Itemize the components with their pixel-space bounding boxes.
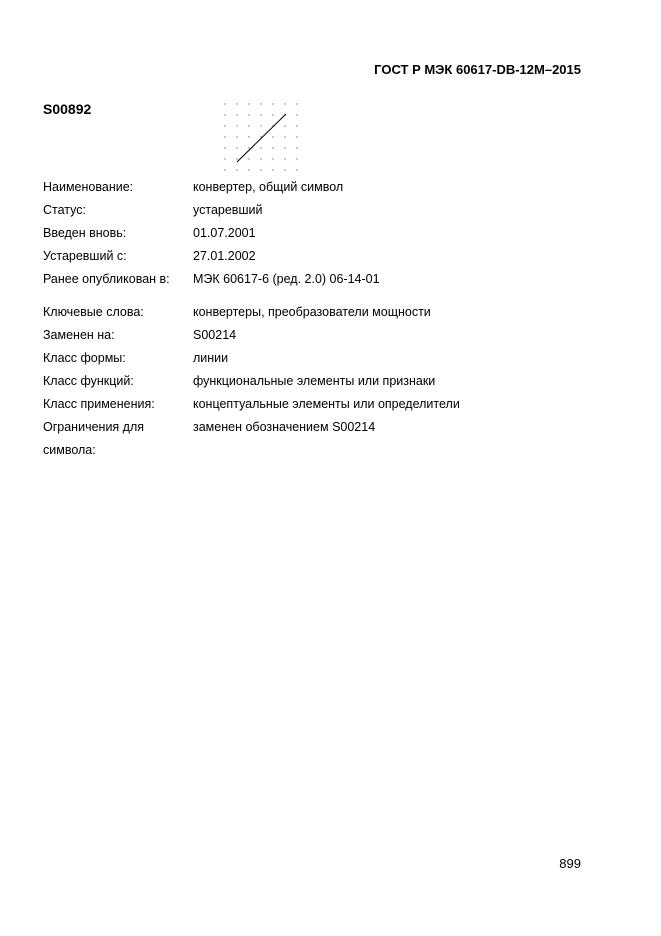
field-row-obsolete [43, 248, 603, 271]
field-value: 01.07.2001 [193, 226, 256, 240]
grid-dot [224, 125, 225, 126]
field-label: Класс применения: [43, 397, 155, 411]
field-row-introduced [43, 225, 603, 248]
grid-dot [272, 136, 273, 137]
grid-dot [236, 147, 237, 148]
grid-dot [272, 103, 273, 104]
grid-dot [284, 158, 285, 159]
grid-dot [248, 147, 249, 148]
grid-dot [224, 103, 225, 104]
grid-dot [236, 169, 237, 170]
grid-dot [236, 158, 237, 159]
field-label: Ранее опубликован в: [43, 272, 170, 286]
grid-dot [224, 158, 225, 159]
grid-dot [260, 103, 261, 104]
grid-dot [260, 158, 261, 159]
grid-dot [248, 158, 249, 159]
grid-dot [248, 125, 249, 126]
field-label: Ключевые слова: [43, 305, 144, 319]
grid-dot [296, 169, 297, 170]
field-value: устаревший [193, 203, 263, 217]
grid-dot [272, 169, 273, 170]
symbol-code: S00892 [43, 101, 92, 117]
field-row-status [43, 202, 603, 225]
field-row-name [43, 179, 603, 202]
field-row-shape-class [43, 350, 603, 373]
converter-symbol-graphic [218, 98, 308, 174]
grid-dot [260, 147, 261, 148]
field-value: S00214 [193, 328, 237, 342]
field-row-application-class [43, 396, 603, 419]
properties-table [43, 179, 603, 463]
field-value: заменен обозначением S00214 [193, 420, 376, 434]
grid-dot [224, 136, 225, 137]
grid-dot [284, 147, 285, 148]
grid-dot [260, 169, 261, 170]
field-value: конвертеры, преобразователи мощности [193, 305, 431, 319]
grid-dot [296, 158, 297, 159]
grid-dot [272, 158, 273, 159]
grid-dot [296, 114, 297, 115]
field-value: концептуальные элементы или определители [193, 397, 460, 411]
grid-dot [236, 136, 237, 137]
field-row-restrictions [43, 419, 603, 463]
grid-dot [284, 169, 285, 170]
field-row-replaced-by [43, 327, 603, 350]
field-label: Статус: [43, 203, 86, 217]
field-label-line: символа: [43, 443, 96, 457]
grid-dot [224, 114, 225, 115]
field-label-line: Ограничения для [43, 420, 145, 434]
grid-dot [248, 114, 249, 115]
field-row-published [43, 271, 603, 294]
grid-dot [224, 147, 225, 148]
page-number: 899 [559, 856, 581, 871]
grid-dot [224, 169, 225, 170]
grid-dot [260, 114, 261, 115]
symbol-diagonal-line [237, 114, 286, 162]
grid-dot [296, 103, 297, 104]
field-label: Устаревший с: [43, 249, 127, 263]
grid-dot [296, 147, 297, 148]
field-label: Наименование: [43, 180, 134, 194]
grid-dot [248, 103, 249, 104]
grid-dot [260, 125, 261, 126]
field-value: функциональные элементы или признаки [193, 374, 436, 388]
grid-dot [284, 136, 285, 137]
document-header: ГОСТ Р МЭК 60617-DB-12M–2015 [374, 62, 581, 77]
grid-dot [296, 125, 297, 126]
grid-dot [236, 103, 237, 104]
grid-dot [296, 136, 297, 137]
grid-dot [248, 136, 249, 137]
grid-dot [236, 114, 237, 115]
grid-dot [236, 125, 237, 126]
field-value: МЭК 60617-6 (ред. 2.0) 06-14-01 [193, 272, 380, 286]
field-row-keywords [43, 304, 603, 327]
section-gap [43, 294, 603, 304]
field-label: Класс формы: [43, 351, 126, 365]
field-value: линии [193, 351, 229, 365]
field-label: Введен вновь: [43, 226, 127, 240]
field-row-function-class [43, 373, 603, 396]
grid-dot [272, 147, 273, 148]
field-label: Класс функций: [43, 374, 134, 388]
field-label: Заменен на: [43, 328, 115, 342]
grid-dot [248, 169, 249, 170]
grid-dot [284, 125, 285, 126]
field-value: конвертер, общий символ [193, 180, 344, 194]
grid-dot [272, 114, 273, 115]
symbol-grid [224, 103, 297, 170]
field-label [43, 419, 191, 459]
field-value: 27.01.2002 [193, 249, 256, 263]
grid-dot [284, 103, 285, 104]
